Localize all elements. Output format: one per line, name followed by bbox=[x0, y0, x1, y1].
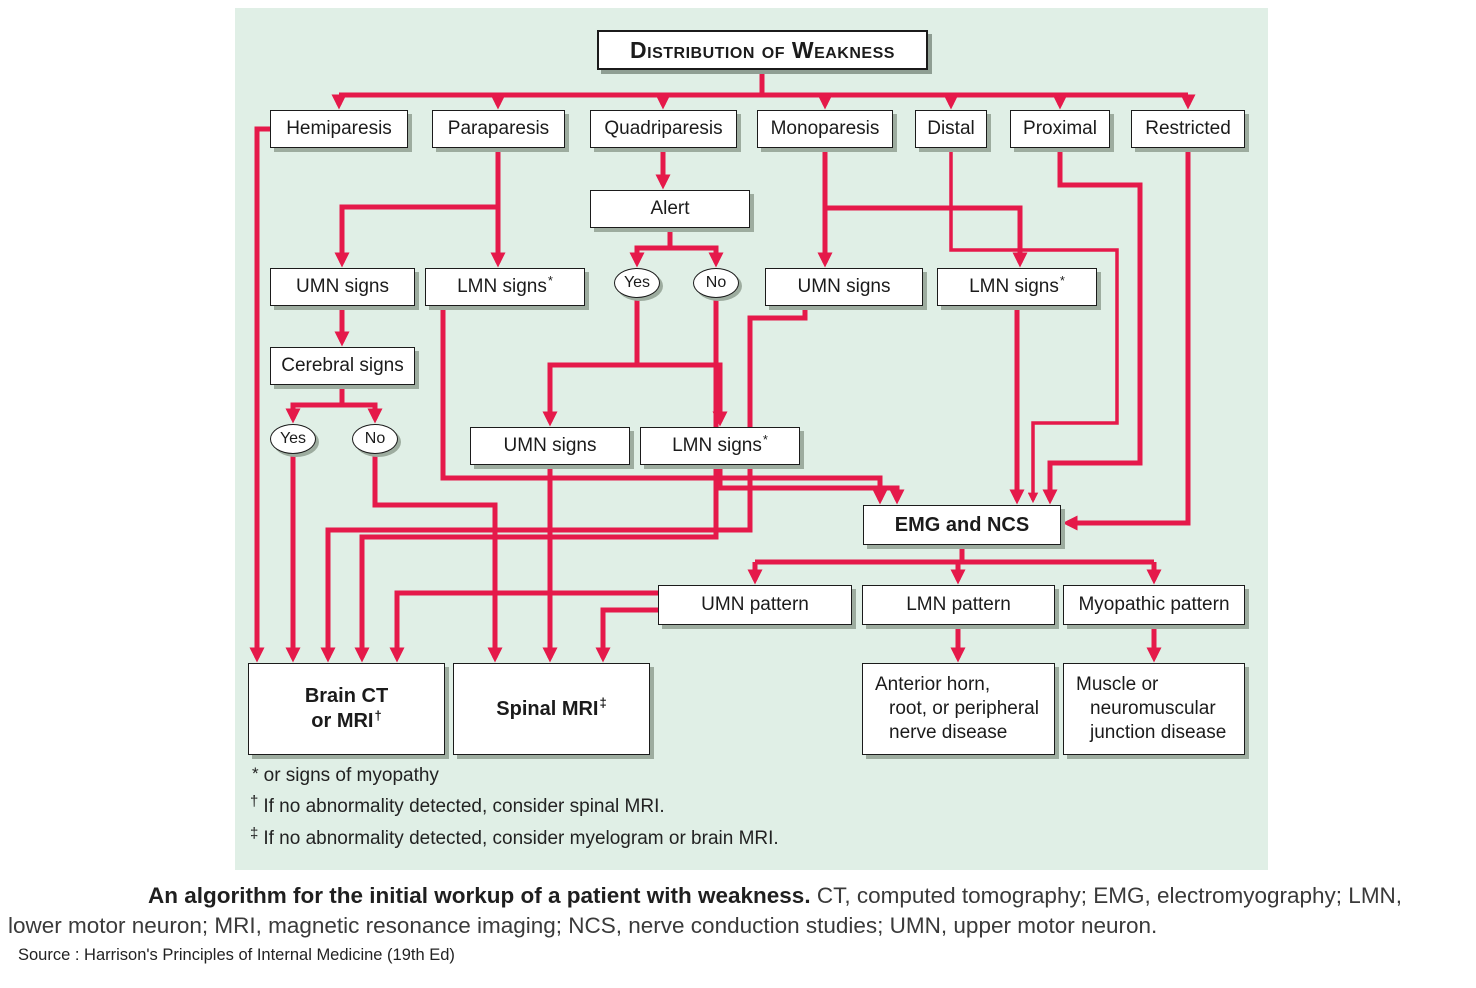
node-umn-signs-right: UMN signs bbox=[765, 268, 923, 306]
node-hemiparesis: Hemiparesis bbox=[270, 110, 408, 148]
node-distal: Distal bbox=[915, 110, 987, 148]
footnote-dagger: † If no abnormality detected, consider spinal MRI. bbox=[250, 793, 665, 817]
source-attribution: Source : Harrison's Principles of Internal Medicine (19th Ed) bbox=[18, 946, 455, 964]
node-cerebral-no: No bbox=[352, 424, 398, 454]
node-proximal: Proximal bbox=[1010, 110, 1110, 148]
node-quadriparesis: Quadriparesis bbox=[590, 110, 737, 148]
node-spinal-mri bbox=[453, 663, 650, 755]
node-label-line: root, or peripheral bbox=[889, 698, 1039, 720]
node-umn-pattern: UMN pattern bbox=[658, 585, 852, 625]
node-umn-signs-left: UMN signs bbox=[270, 268, 415, 306]
node-emg-and-ncs: EMG and NCS bbox=[863, 505, 1061, 545]
node-anterior-horn-disease bbox=[862, 663, 1055, 755]
node-label-line: neuromuscular bbox=[1090, 698, 1216, 720]
node-cerebral-yes: Yes bbox=[270, 424, 316, 454]
asterisk-superscript: * bbox=[1059, 272, 1065, 288]
figure-caption-line1 bbox=[148, 883, 1402, 909]
node-monoparesis: Monoparesis bbox=[757, 110, 893, 148]
node-distribution-of-weakness: Distribution of Weakness bbox=[597, 30, 928, 70]
node-label-line: nerve disease bbox=[889, 721, 1008, 743]
node-brain-ct-or-mri bbox=[248, 663, 445, 755]
node-alert-no: No bbox=[693, 268, 739, 298]
node-myopathic-pattern: Myopathic pattern bbox=[1063, 585, 1245, 625]
node-paraparesis: Paraparesis bbox=[432, 110, 565, 148]
node-label-line: or MRI† bbox=[311, 708, 382, 732]
node-label-line: Muscle or bbox=[1076, 674, 1159, 696]
asterisk-superscript: * bbox=[762, 431, 768, 447]
caption-lead: An algorithm for the initial workup of a patient with weakness. bbox=[148, 883, 811, 908]
double-dagger-superscript: ‡ bbox=[599, 694, 607, 710]
node-lmn-signs-middle bbox=[640, 427, 800, 465]
node-lmn-pattern: LMN pattern bbox=[862, 585, 1055, 625]
node-label-line: Brain CT bbox=[304, 685, 389, 707]
node-label: LMN signs bbox=[672, 435, 762, 456]
node-alert: Alert bbox=[590, 190, 750, 228]
asterisk-symbol: * bbox=[252, 764, 259, 783]
figure-caption-line2: lower motor neuron; MRI, magnetic resonance imaging; NCS, nerve conduction studies; UMN, upper motor neuron. bbox=[8, 913, 1158, 938]
node-restricted: Restricted bbox=[1131, 110, 1245, 148]
dagger-symbol: † bbox=[250, 793, 259, 810]
node-lmn-signs-right bbox=[937, 268, 1097, 306]
double-dagger-symbol: ‡ bbox=[250, 825, 259, 842]
node-alert-yes: Yes bbox=[614, 268, 660, 298]
caption-abbreviations: CT, computed tomography; EMG, electromyography; LMN, bbox=[810, 883, 1403, 908]
node-umn-signs-middle: UMN signs bbox=[470, 427, 630, 465]
node-cerebral-signs: Cerebral signs bbox=[270, 347, 415, 385]
footnote-asterisk: * or signs of myopathy bbox=[252, 764, 439, 786]
node-lmn-signs-left bbox=[425, 268, 585, 306]
node-label: LMN signs bbox=[457, 276, 547, 297]
node-label: Spinal MRI bbox=[496, 697, 599, 720]
node-label-line: Anterior horn, bbox=[875, 674, 991, 696]
node-label: LMN signs bbox=[969, 276, 1059, 297]
node-label-line: junction disease bbox=[1090, 721, 1227, 743]
asterisk-superscript: * bbox=[547, 272, 553, 288]
node-muscle-disease bbox=[1063, 663, 1245, 755]
footnote-double-dagger: ‡ If no abnormality detected, consider myelogram or brain MRI. bbox=[250, 825, 779, 849]
dagger-superscript: † bbox=[374, 708, 382, 723]
